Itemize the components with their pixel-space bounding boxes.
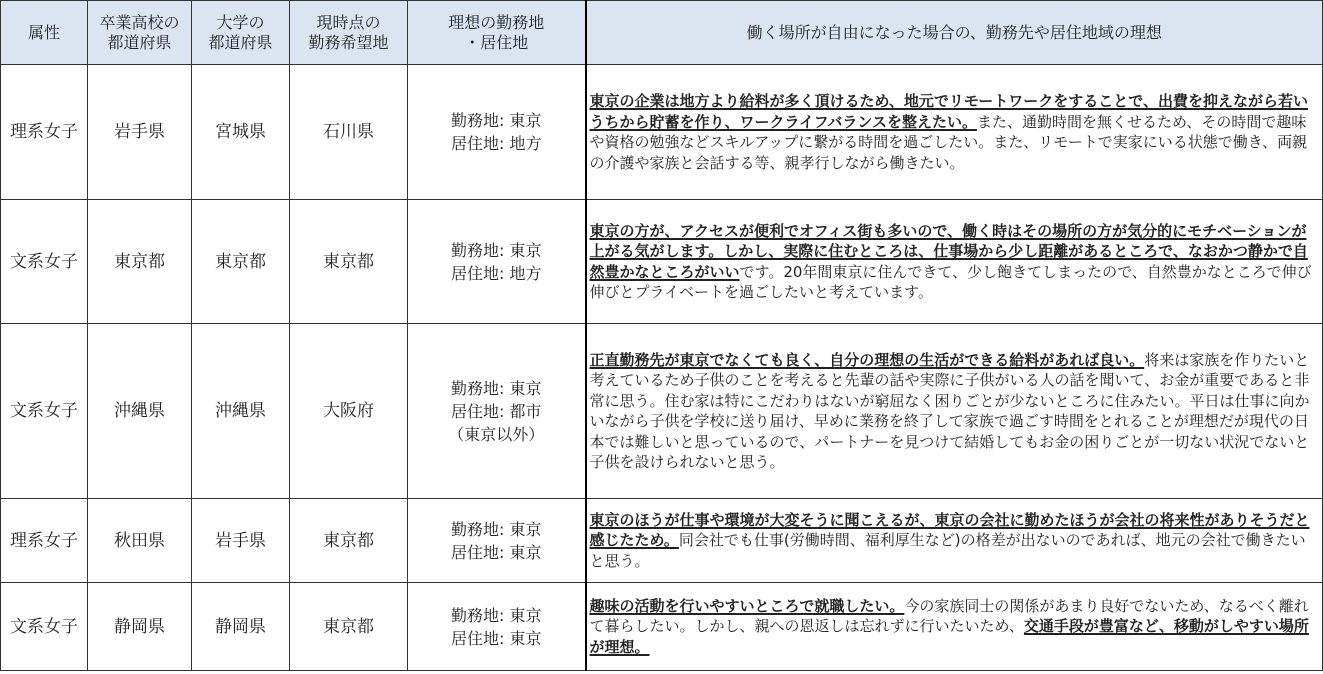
cell-highschool-pref: 静岡県 <box>88 583 192 671</box>
emphasized-text: 東京の方が、アクセスが便利でオフィス街も多いので、働く時はその場所の方が気分的にモチベーションが上がる気がします。しかし、実際に住むところは、仕事場から少し距離があるところで、なおかつ静かで自然豊かなところがいい <box>589 221 1308 281</box>
ideal-live: 居住地: 地方 <box>451 134 542 153</box>
table-row <box>1 324 1323 499</box>
header-highschool-pref-line2: 都道府県 <box>107 32 172 52</box>
cell-desired-location: 東京都 <box>290 583 408 671</box>
emphasized-text: 趣味の活動を行いやすいところで就職したい。 <box>589 596 905 615</box>
header-desired-location <box>290 1 408 65</box>
cell-university-pref: 静岡県 <box>192 583 290 671</box>
cell-desired-location: 石川県 <box>290 65 408 200</box>
body-text: また、通勤時間を無くせるため、その時間で趣味や資格の勉強などスキルアップに繋がる時間を過ごしたい。また、リモートで実家にいる状態で働き、両親の介護や家族と会話する等、親孝行しながら働きたい。 <box>589 112 1308 172</box>
cell-university-pref: 宮城県 <box>192 65 290 200</box>
cell-ideal-location <box>408 324 586 499</box>
cell-attr: 文系女子 <box>1 200 88 324</box>
body-text: 同会社でも仕事(労働時間、福利厚生など)の格差が出ないのであれば、地元の会社で働きたいと思う。 <box>589 531 1306 570</box>
header-highschool-pref-line1: 卒業高校の <box>99 12 180 32</box>
cell-free-ideal <box>586 200 1323 324</box>
cell-attr: 文系女子 <box>1 324 88 499</box>
body-text: です。20年間東京に住んできて、少し飽きてしまったので、自然豊かなところで伸び伸びとプライベートを過ごしたいと考えています。 <box>589 262 1312 301</box>
header-ideal-location-line1: 理想の勤務地 <box>448 12 545 32</box>
table-row <box>1 499 1323 583</box>
ideal-work: 勤務地: 東京 <box>451 111 542 130</box>
cell-university-pref: 東京都 <box>192 200 290 324</box>
cell-desired-location: 大阪府 <box>290 324 408 499</box>
ideal-live: 居住地: 都市 <box>451 401 542 421</box>
header-desired-location-line2: 勤務希望地 <box>308 32 389 52</box>
cell-attr: 理系女子 <box>1 499 88 583</box>
cell-desired-location: 東京都 <box>290 499 408 583</box>
ideal-note: （東京以外） <box>448 424 545 444</box>
header-free-ideal: 働く場所が自由になった場合の、勤務先や居住地域の理想 <box>586 1 1323 65</box>
cell-attr: 文系女子 <box>1 583 88 671</box>
header-ideal-location-line2: ・居住地 <box>464 32 529 52</box>
cell-free-ideal <box>586 324 1323 499</box>
ideal-work: 勤務地: 東京 <box>451 378 542 398</box>
table-row <box>1 65 1323 200</box>
header-university-pref-line1: 大学の <box>216 12 265 32</box>
emphasized-text: 東京のほうが仕事や環境が大変そうに聞こえるが、東京の会社に勤めたほうが会社の将来性がありそうだと感じたため。 <box>589 510 1310 550</box>
ideal-live: 居住地: 地方 <box>451 263 542 283</box>
ideal-live: 居住地: 東京 <box>451 542 542 562</box>
emphasized-text: 正直勤務先が東京でなくても良く、自分の理想の生活ができる給料があれば良い。 <box>589 350 1145 369</box>
header-row <box>1 1 1323 65</box>
ideal-work: 勤務地: 東京 <box>451 519 542 539</box>
cell-free-ideal <box>586 65 1323 200</box>
emphasized-text-2: 交通手段が豊富など、移動がしやすい場所が理想。 <box>589 617 1309 656</box>
cell-attr: 理系女子 <box>1 65 88 200</box>
emphasized-text: 東京の企業は地方より給料が多く頂けるため、地元でリモートワークをすることで、出費を抑えながら若いうちから貯蓄を作り、ワークライフバランスを整えたい。 <box>589 92 1309 131</box>
cell-university-pref: 沖縄県 <box>192 324 290 499</box>
header-desired-location-line1: 現時点の <box>316 12 381 32</box>
cell-free-ideal <box>586 583 1323 671</box>
ideal-work: 勤務地: 東京 <box>451 605 542 625</box>
cell-desired-location: 東京都 <box>290 200 408 324</box>
table-row <box>1 200 1323 324</box>
cell-highschool-pref: 秋田県 <box>88 499 192 583</box>
body-text: 今の家族同士の関係があまり良好でないため、なるべく離れて暮らしたい。しかし、親への恩返しは忘れずに行いたいため、 <box>589 596 1309 636</box>
cell-highschool-pref: 岩手県 <box>88 65 192 200</box>
ideal-work: 勤務地: 東京 <box>451 240 542 260</box>
ideal-live: 居住地: 東京 <box>451 628 542 648</box>
cell-ideal-location <box>408 499 586 583</box>
header-university-pref-line2: 都道府県 <box>208 32 273 52</box>
header-ideal-location <box>408 1 586 65</box>
cell-university-pref: 岩手県 <box>192 499 290 583</box>
cell-ideal-location <box>408 200 586 324</box>
cell-free-ideal <box>586 499 1323 583</box>
header-highschool-pref <box>88 1 192 65</box>
body-text: 将来は家族を作りたいと考えているため子供のことを考えると先輩の話や実際に子供がいる人の話を聞いて、お金が重要であると非常に思う。住む家は特にこだわりはないが窮屈なく困りごとが少ないところに住みたい。平日は仕事に向かいながら子供を学校に送り届け、早めに業務を終了して家族で過ごす時間をとれることが理想だが現代の日本では難しいと思っているので、パートナーを見つけて結婚してもお金の困りごとが一切ない状況でないと子供を設けられないと思う。 <box>589 350 1310 471</box>
table-row <box>1 583 1323 671</box>
cell-highschool-pref: 沖縄県 <box>88 324 192 499</box>
cell-highschool-pref: 東京都 <box>88 200 192 324</box>
cell-ideal-location <box>408 65 586 200</box>
header-attr: 属性 <box>1 1 88 65</box>
cell-ideal-location <box>408 583 586 671</box>
header-university-pref <box>192 1 290 65</box>
